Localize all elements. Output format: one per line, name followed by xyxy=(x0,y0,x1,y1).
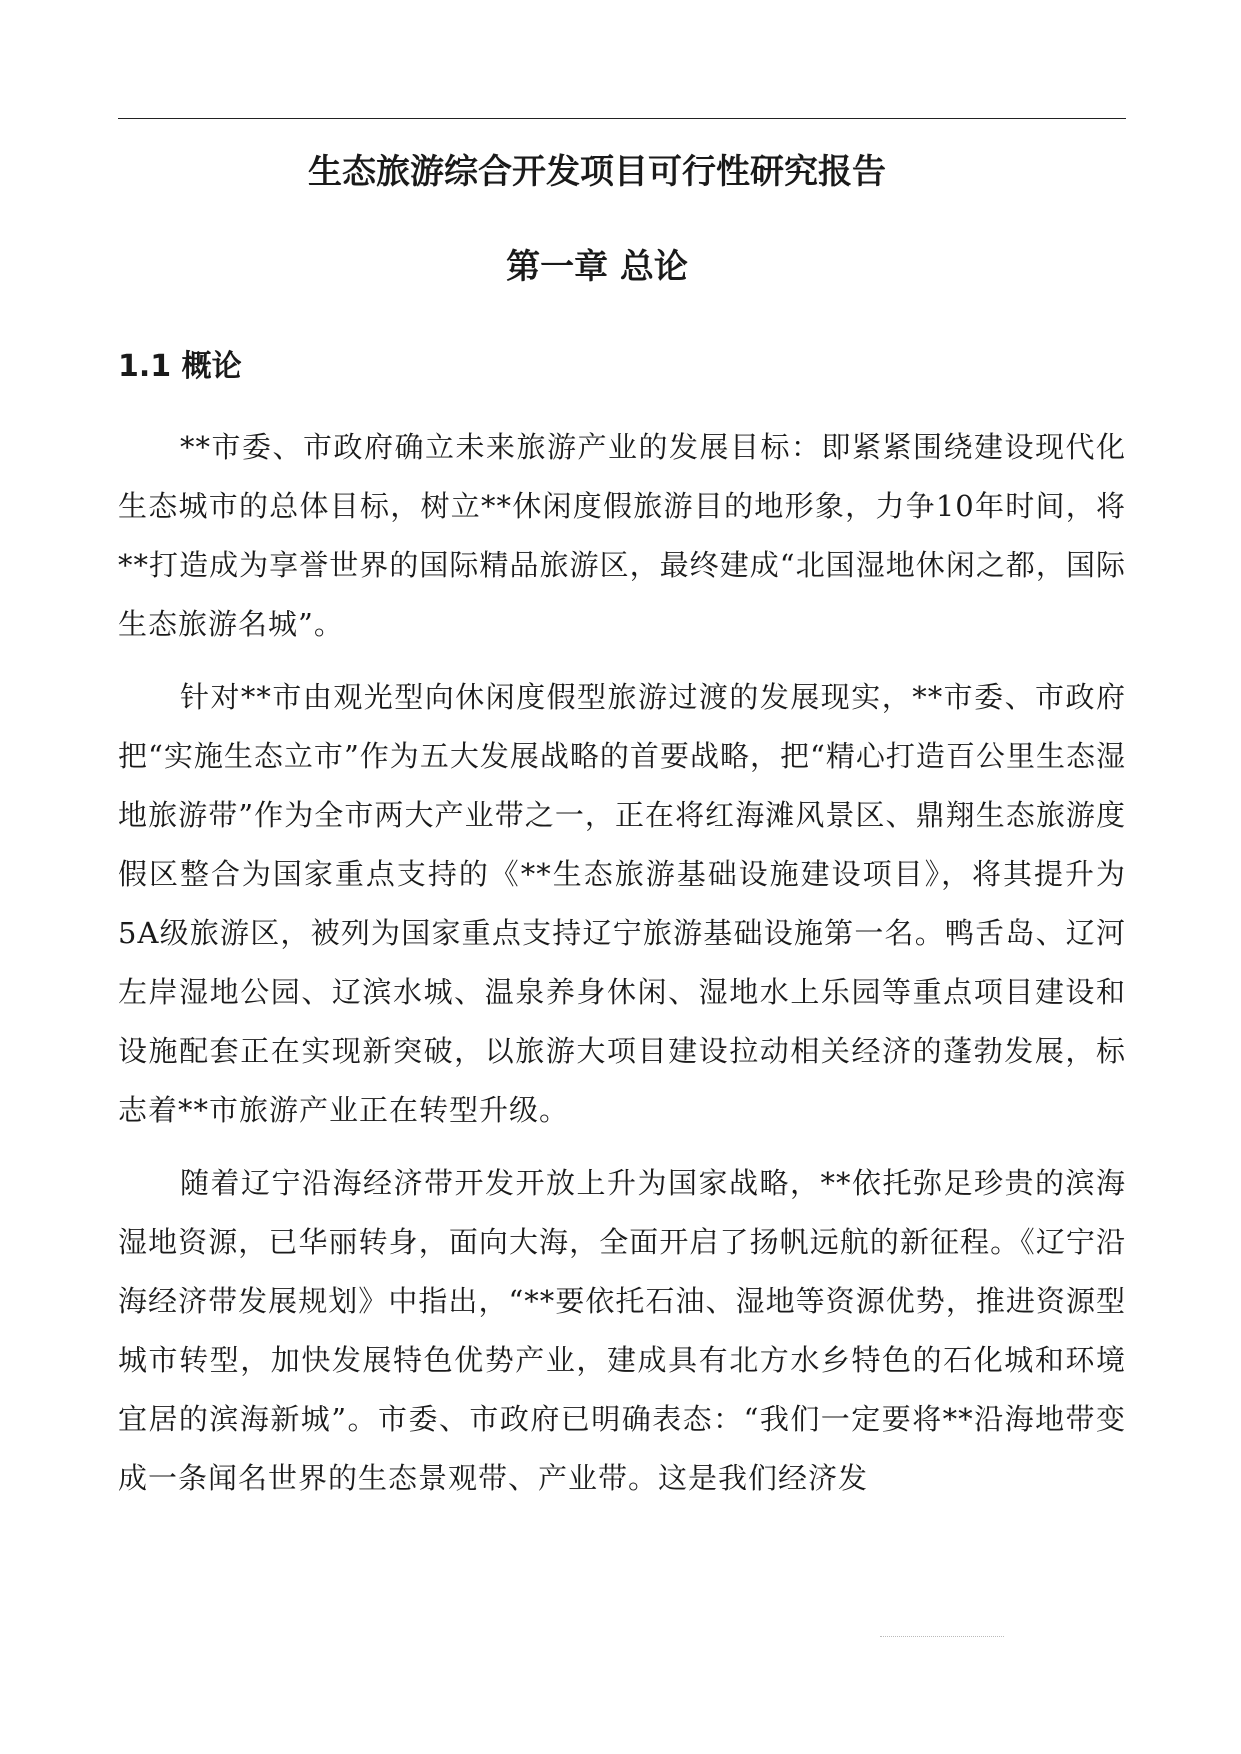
header-rule xyxy=(118,118,1126,119)
body-text xyxy=(118,418,1126,1522)
paragraph: 随着辽宁沿海经济带开发开放上升为国家战略，**依托弥足珍贵的滨海湿地资源，已华丽转身，面向大海，全面开启了扬帆远航的新征程。《辽宁沿海经济带发展规划》中指出，“**要依托石油、湿地等资源优势，推进资源型城市转型，加快发展特色优势产业，建成具有北方水乡特色的石化城和环境宜居的滨海新城”。市委、市政府已明确表态：“我们一定要将**沿海地带变成一条闻名世界的生态景观带、产业带。这是我们经济发 xyxy=(118,1166,1126,1495)
document-title: 生态旅游综合开发项目可行性研究报告 xyxy=(308,152,886,192)
footer-mark xyxy=(880,1636,1004,1637)
chapter-title: 第一章 总论 xyxy=(506,247,688,287)
paragraph: **市委、市政府确立未来旅游产业的发展目标：即紧紧围绕建设现代化生态城市的总体目标，树立**休闲度假旅游目的地形象，力争10年时间，将**打造成为享誉世界的国际精品旅游区，最终建成“北国湿地休闲之都，国际生态旅游名城”。 xyxy=(118,430,1126,641)
section-heading: 1.1 概论 xyxy=(118,349,242,384)
paragraph: 针对**市由观光型向休闲度假型旅游过渡的发展现实，**市委、市政府把“实施生态立市”作为五大发展战略的首要战略，把“精心打造百公里生态湿地旅游带”作为全市两大产业带之一，正在将红海滩风景区、鼎翔生态旅游度假区整合为国家重点支持的《**生态旅游基础设施建设项目》，将其提升为5A级旅游区，被列为国家重点支持辽宁旅游基础设施第一名。鸭舌岛、辽河左岸湿地公园、辽滨水城、温泉养身休闲、湿地水上乐园等重点项目建设和设施配套正在实现新突破，以旅游大项目建设拉动相关经济的蓬勃发展，标志着**市旅游产业正在转型升级。 xyxy=(118,680,1126,1127)
